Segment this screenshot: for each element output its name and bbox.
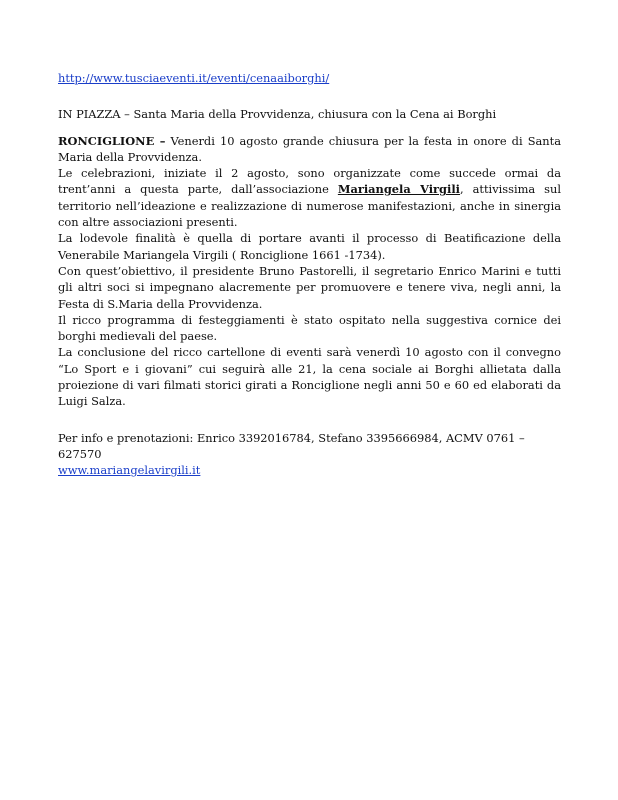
paragraph-programme: Il ricco programma di festeggiamenti è stato ospitato nella suggestiva cornice dei borghi medievali del paese.	[58, 312, 561, 344]
intro-text: Venerdi 10 agosto grande chiusura per la festa in onore di Santa Maria della Provvidenza.	[58, 133, 561, 164]
intro-lead: RONCIGLIONE –	[58, 133, 166, 148]
paragraph-objective: Con quest’obiettivo, il presidente Bruno Pastorelli, il segretario Enrico Marini e tutti gli altri soci si impegnano alacremente per promuovere e tenere viva, negli anni, la Festa di S.Maria della Provvidenza.	[58, 263, 561, 311]
source-link[interactable]: http://www.tusciaeventi.it/eventi/cenaaiborghi/	[58, 71, 330, 85]
intro-paragraph	[58, 133, 561, 166]
p2-after: , attivissima sul territorio nell’ideazione e realizzazione di numerose manifestazioni, anche in sinergia con altre associazioni presenti.	[58, 182, 561, 230]
document-page	[58, 70, 561, 479]
headline: IN PIAZZA – Santa Maria della Provvidenza, chiusura con la Cena ai Borghi	[58, 107, 497, 122]
paragraph-beatification: La lodevole finalità è quella di portare avanti il processo di Beatificazione della Venerabile Mariangela Virgili ( Ronciglione 1661 -1734).	[58, 231, 561, 262]
spacer	[58, 86, 561, 106]
association-name: Mariangela Virgili	[337, 182, 460, 197]
paragraph-celebrations	[58, 165, 561, 230]
spacer	[58, 410, 561, 430]
website-link[interactable]: www.mariangelavirgili.it	[58, 463, 201, 478]
spacer	[58, 123, 561, 133]
contact-info: Per info e prenotazioni: Enrico 3392016784, Stefano 3395666984, ACMV 0761 – 627570	[58, 430, 525, 461]
p2-before: Le celebrazioni, iniziate il 2 agosto, sono organizzate come succede ormai da trent’anni a questa parte, dall’associazione	[58, 166, 561, 197]
paragraph-conclusion: La conclusione del ricco cartellone di eventi sarà venerdì 10 agosto con il convegno “Lo Sport e i giovani” cui seguirà alle 21, la cena sociale ai Borghi allietata dalla proiezione di vari filmati storici girati a Ronciglione negli anni 50 e 60 ed elaborati da Luigi Salza.	[58, 345, 561, 409]
